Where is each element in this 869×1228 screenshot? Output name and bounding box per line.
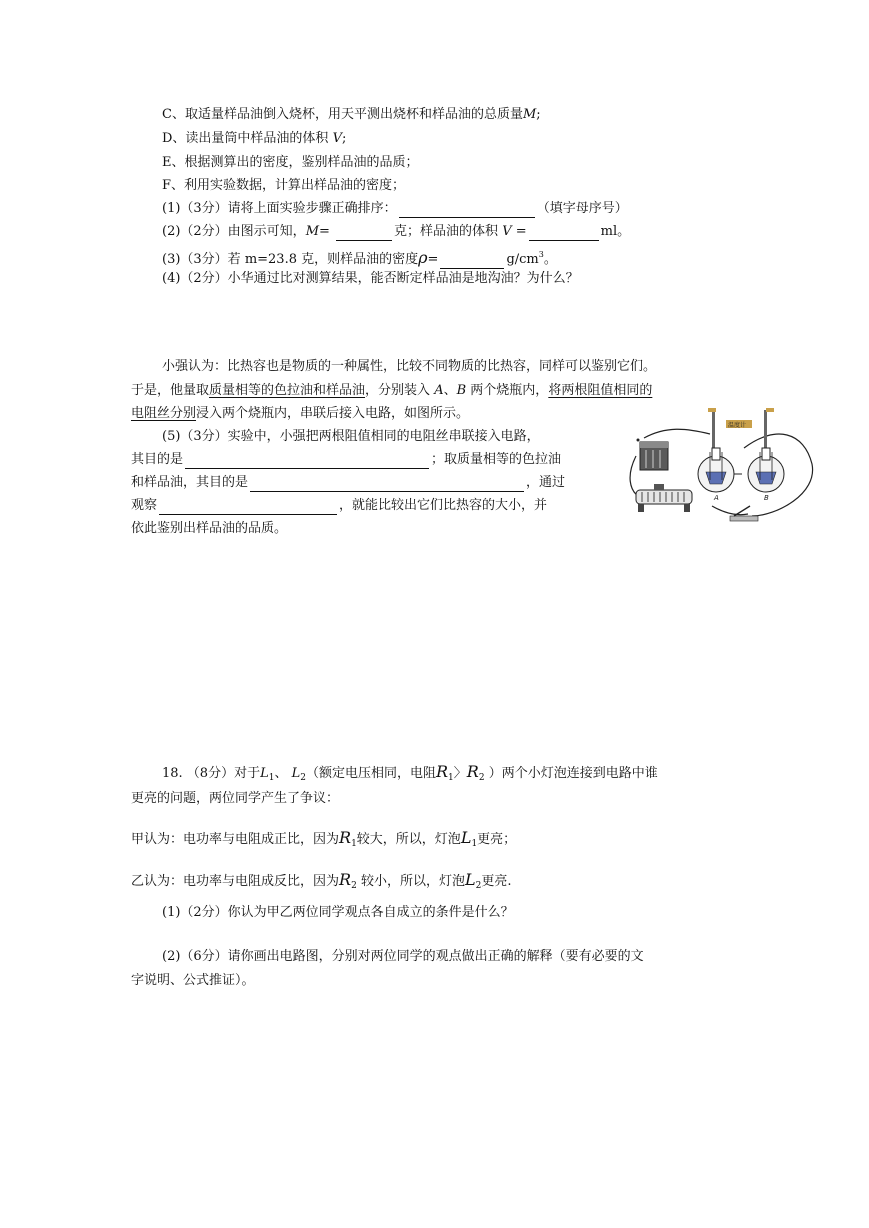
paragraph-line-3: 电阻丝分别浸入两个烧瓶内，串联后接入电路，如图所示。 — [131, 406, 470, 421]
jia-opinion: 甲认为：电功率与电阻成正比，因为$R_1$较大，所以，灯泡$L_1$更亮； — [131, 828, 517, 849]
question-3: (3)（3分）若 m=23.8 克，则样品油的密度$\rho= g/cm^3$。 — [162, 248, 557, 267]
step-d: D、读出量筒中样品油的体积 V; — [162, 131, 347, 146]
question-18-line-1: 18. （8分）对于$L_1$、 $L_2$（额定电压相同，电阻$R_1$〉$R_2$ ）两个小灯泡连接到电路中谁 — [162, 762, 658, 783]
paragraph-line-2: 于是，他量取质量相等的色拉油和样品油，分别装入 A、B 两个烧瓶内，将两根阻值相同的 — [131, 383, 653, 398]
question-5-line-4: 观察 ，就能比较出它们比热容的大小，并 — [131, 498, 548, 513]
circuit-figure — [626, 404, 816, 524]
step-e: E、根据测算出的密度，鉴别样品油的品质； — [162, 155, 419, 170]
question-2: (2)（2分）由图示可知，M= 克；样品油的体积 V = ml。 — [162, 224, 631, 239]
flask-b-label: B — [764, 494, 769, 502]
paragraph-line-1: 小强认为：比热容也是物质的一种属性，比较不同物质的比热容，同样可以鉴别它们。 — [162, 359, 657, 374]
yi-opinion: 乙认为：电功率与电阻成反比，因为$R_2$ 较小，所以，灯泡$L_2$更亮. — [131, 870, 512, 891]
answer-blank[interactable] — [336, 226, 392, 241]
answer-blank[interactable] — [399, 203, 535, 218]
step-f: F、利用实验数据，计算出样品油的密度； — [162, 178, 406, 193]
answer-blank[interactable] — [440, 254, 504, 269]
thermometer-label: 温度计 — [728, 422, 747, 429]
flask-a-label: A — [714, 494, 719, 502]
answer-blank[interactable] — [159, 500, 337, 515]
answer-blank[interactable] — [529, 226, 599, 241]
switch-icon — [730, 506, 758, 521]
answer-blank[interactable] — [250, 477, 524, 492]
question-5-line-2: 其目的是 ；取质量相等的色拉油 — [131, 452, 562, 467]
step-c: C、取适量样品油倒入烧杯，用天平测出烧杯和样品油的总质量M; — [162, 107, 541, 122]
question-5-line-5: 依此鉴别出样品油的品质。 — [131, 521, 288, 536]
question-18-sub-2-line-2: 字说明、公式推证）。 — [131, 973, 255, 988]
question-18-sub-1: (1)（2分）你认为甲乙两位同学观点各自成立的条件是什么？ — [162, 905, 514, 920]
question-4: (4)（2分）小华通过比对测算结果，能否断定样品油是地沟油？为什么？ — [162, 271, 579, 286]
battery-icon — [637, 439, 669, 471]
question-18-sub-2-line-1: (2)（6分）请你画出电路图，分别对两位同学的观点做出正确的解释（要有必要的文 — [162, 949, 644, 964]
question-5-line-3: 和样品油，其目的是 ，通过 — [131, 475, 566, 490]
question-1: (1)（3分）请将上面实验步骤正确排序： （填字母序号） — [162, 201, 628, 216]
question-5-line-1: (5)（3分）实验中，小强把两根阻值相同的电阻丝串联接入电路， — [162, 429, 540, 444]
question-18-line-2: 更亮的问题，两位同学产生了争议： — [131, 791, 340, 806]
rheostat-icon — [636, 484, 692, 512]
flask-b-icon — [748, 408, 784, 492]
answer-blank[interactable] — [185, 454, 429, 469]
